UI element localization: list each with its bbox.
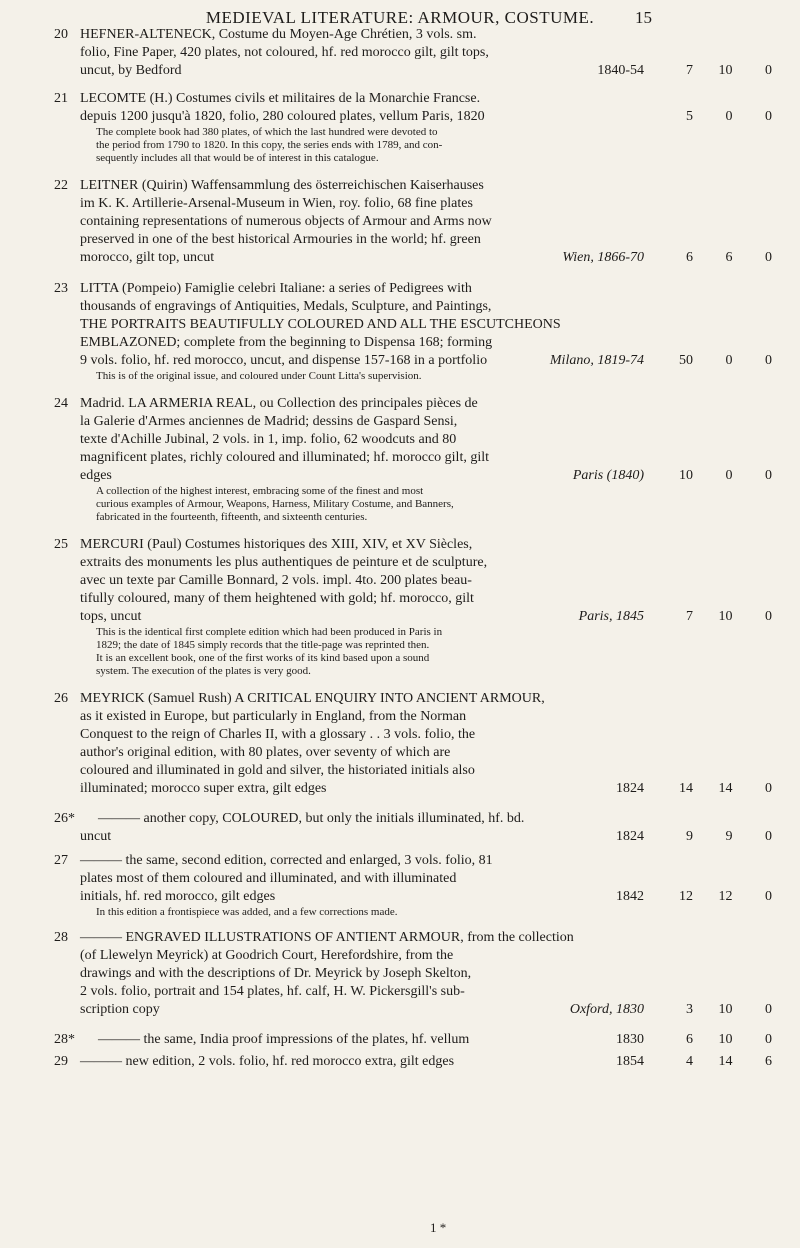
- price-shillings: 10: [718, 1032, 733, 1047]
- entry-price: [677, 780, 772, 798]
- entry-price: [677, 62, 772, 80]
- entry-line: [0, 744, 800, 762]
- entry-line: [0, 1053, 800, 1071]
- price-pounds: 50: [679, 353, 693, 368]
- price-shillings: 6: [725, 250, 733, 265]
- price-shillings: 10: [718, 609, 733, 624]
- entry-line: [0, 947, 800, 965]
- entry-text: depuis 1200 jusqu'à 1820, folio, 280 coloured plates, vellum Paris, 1820: [80, 109, 485, 124]
- entry-price: [677, 1001, 772, 1019]
- price-pence: 0: [765, 250, 772, 265]
- price-shillings: 0: [725, 109, 733, 124]
- entry-number: 26: [54, 691, 68, 706]
- entry-date: Milano, 1819-74: [549, 353, 644, 368]
- entry-number: 25: [54, 537, 68, 552]
- price-pounds: 6: [686, 1032, 693, 1047]
- entry-number: 27: [54, 853, 68, 868]
- entry-number: 26*: [54, 811, 75, 826]
- entry-number: 20: [54, 27, 68, 42]
- entry-note: system. The execution of the plates is very good.: [96, 665, 311, 677]
- entry-number: 23: [54, 281, 68, 296]
- entry-date: 1854: [616, 1054, 644, 1069]
- entry-line: [0, 870, 800, 888]
- entry-number: 28*: [54, 1032, 75, 1047]
- catalogue-entries: [0, 26, 800, 1075]
- entry-price: [677, 888, 772, 906]
- entry-line: [0, 213, 800, 231]
- entry-text: avec un texte par Camille Bonnard, 2 vols. impl. 4to. 200 plates beau-: [80, 573, 472, 588]
- entry-note: The complete book had 380 plates, of which the last hundred were devoted to: [96, 126, 438, 138]
- entry-line: [0, 708, 800, 726]
- catalogue-entry: [0, 280, 800, 383]
- price-pence: 0: [765, 1002, 772, 1017]
- entry-note: the period from 1790 to 1820. In this copy, the series ends with 1789, and con-: [96, 139, 443, 151]
- entry-line: [0, 108, 800, 126]
- entry-text: ——— the same, second edition, corrected and enlarged, 3 vols. folio, 81: [80, 853, 493, 868]
- catalogue-entry: [0, 90, 800, 165]
- entry-text: HEFNER-ALTENECK, Costume du Moyen-Age Chrétien, 3 vols. sm.: [80, 27, 477, 42]
- price-pounds: 12: [679, 889, 693, 904]
- entry-text: LECOMTE (H.) Costumes civils et militaires de la Monarchie Francse.: [80, 91, 481, 106]
- entry-text: scription copy: [80, 1002, 160, 1017]
- entry-line: [0, 431, 800, 449]
- price-pence: 0: [765, 1032, 772, 1047]
- entry-text: magnificent plates, richly coloured and illuminated; hf. morocco gilt, gilt: [80, 450, 490, 465]
- price-pounds: 5: [686, 109, 693, 124]
- entry-number: 29: [54, 1054, 68, 1069]
- entry-line: [0, 762, 800, 780]
- entry-text: tifully coloured, many of them heightened with gold; hf. morocco, gilt: [80, 591, 474, 606]
- entry-line: [0, 334, 800, 352]
- catalogue-entry: [0, 852, 800, 919]
- entry-line: [0, 590, 800, 608]
- entry-text: edges: [80, 468, 112, 483]
- entry-number: 24: [54, 396, 68, 411]
- entry-text: uncut, by Bedford: [80, 63, 182, 78]
- entry-line: [0, 852, 800, 870]
- catalogue-entry: [0, 26, 800, 80]
- catalogue-entry: [0, 1031, 800, 1049]
- price-shillings: 0: [725, 468, 733, 483]
- price-pounds: 7: [686, 63, 693, 78]
- entry-line: [0, 449, 800, 467]
- entry-date: 1840-54: [597, 63, 644, 78]
- page-number: 15: [635, 8, 652, 27]
- entry-text: THE PORTRAITS BEAUTIFULLY COLOURED AND ALL THE ESCUTCHEONS: [80, 317, 561, 332]
- entry-line: [0, 395, 800, 413]
- price-shillings: 10: [718, 63, 733, 78]
- entry-note: fabricated in the fourteenth, fifteenth, and sixteenth centuries.: [96, 511, 368, 523]
- entry-text: tops, uncut: [80, 609, 142, 624]
- entry-note: This is of the original issue, and coloured under Count Litta's supervision.: [96, 370, 422, 382]
- catalogue-entry: [0, 690, 800, 798]
- entry-text: MERCURI (Paul) Costumes historiques des XIII, XIV, et XV Siècles,: [80, 537, 473, 552]
- entry-date: Paris (1840): [572, 468, 644, 483]
- entry-text: Madrid. LA ARMERIA REAL, ou Collection des principales pièces de: [80, 396, 478, 411]
- catalogue-entry: [0, 810, 800, 846]
- entry-text: ——— ENGRAVED ILLUSTRATIONS OF ANTIENT ARMOUR, from the collection: [80, 930, 574, 945]
- entry-text: EMBLAZONED; complete from the beginning to Dispensa 168; forming: [80, 335, 493, 350]
- price-pence: 0: [765, 829, 772, 844]
- price-pence: 0: [765, 63, 772, 78]
- entry-line: [0, 177, 800, 195]
- entry-date: 1830: [616, 1032, 644, 1047]
- entry-date: 1842: [616, 889, 644, 904]
- entry-price: [677, 1053, 772, 1071]
- entry-text: author's original edition, with 80 plates, over seventy of which are: [80, 745, 451, 760]
- entry-line: [0, 62, 800, 80]
- entry-price: [677, 467, 772, 485]
- entry-text: uncut: [80, 829, 112, 844]
- entry-note: This is the identical first complete edition which had been produced in Paris in: [96, 626, 443, 638]
- price-shillings: 9: [725, 829, 733, 844]
- entry-date: Wien, 1866-70: [562, 250, 644, 265]
- price-pounds: 7: [686, 609, 693, 624]
- entry-line: [0, 195, 800, 213]
- price-pence: 0: [765, 609, 772, 624]
- entry-text: MEYRICK (Samuel Rush) A CRITICAL ENQUIRY INTO ANCIENT ARMOUR,: [80, 691, 545, 706]
- entry-line: [0, 413, 800, 431]
- entry-line: [0, 249, 800, 267]
- price-shillings: 0: [725, 353, 733, 368]
- entry-text: LITTA (Pompeio) Famiglie celebri Italiane: a series of Pedigrees with: [80, 281, 472, 296]
- price-pounds: 3: [686, 1002, 693, 1017]
- entry-text: la Galerie d'Armes anciennes de Madrid; dessins de Gaspard Sensi,: [80, 414, 458, 429]
- price-pence: 0: [765, 781, 772, 796]
- entry-text: containing representations of numerous objects of Armour and Arms now: [80, 214, 492, 229]
- entry-text: 9 vols. folio, hf. red morocco, uncut, and dispense 157-168 in a portfolio: [80, 353, 488, 368]
- price-shillings: 14: [718, 781, 733, 796]
- entry-text: im K. K. Artillerie-Arsenal-Museum in Wien, roy. folio, 68 fine plates: [80, 196, 473, 211]
- entry-date: 1824: [616, 781, 644, 796]
- entry-text: morocco, gilt top, uncut: [80, 250, 215, 265]
- price-pounds: 4: [686, 1054, 693, 1069]
- entry-text: texte d'Achille Jubinal, 2 vols. in 1, imp. folio, 62 woodcuts and 80: [80, 432, 457, 447]
- entry-line: [0, 572, 800, 590]
- price-pounds: 14: [679, 781, 693, 796]
- entry-text: drawings and with the descriptions of Dr. Meyrick by Joseph Skelton,: [80, 966, 472, 981]
- entry-number: 21: [54, 91, 68, 106]
- entry-line: [0, 554, 800, 572]
- price-pounds: 6: [686, 250, 693, 265]
- price-pence: 0: [765, 468, 772, 483]
- entry-line: [0, 1031, 800, 1049]
- entry-text: illuminated; morocco super extra, gilt edges: [80, 781, 327, 796]
- entry-note: In this edition a frontispiece was added, and a few corrections made.: [96, 906, 398, 918]
- entry-text: Conquest to the reign of Charles II, with a glossary . . 3 vols. folio, the: [80, 727, 476, 742]
- entry-line: [0, 726, 800, 744]
- entry-price: [677, 828, 772, 846]
- entry-line: [0, 231, 800, 249]
- entry-price: [677, 352, 772, 370]
- catalogue-entry: [0, 1053, 800, 1071]
- entry-text: (of Llewelyn Meyrick) at Goodrich Court, Herefordshire, from the: [80, 948, 454, 963]
- entry-date: Oxford, 1830: [569, 1002, 644, 1017]
- entry-number: 22: [54, 178, 68, 193]
- entry-line: [0, 352, 800, 370]
- entry-note: curious examples of Armour, Weapons, Harness, Military Costume, and Banners,: [96, 498, 454, 510]
- price-pence: 0: [765, 109, 772, 124]
- entry-line: [0, 280, 800, 298]
- entry-line: [0, 26, 800, 44]
- entry-line: [0, 780, 800, 798]
- price-shillings: 10: [718, 1002, 733, 1017]
- entry-line: [0, 983, 800, 1001]
- entry-number: 28: [54, 930, 68, 945]
- entry-text: thousands of engravings of Antiquities, Medals, Sculpture, and Paintings,: [80, 299, 492, 314]
- entry-line: [0, 536, 800, 554]
- entry-text: ——— the same, India proof impressions of the plates, hf. vellum: [98, 1032, 470, 1047]
- entry-line: [0, 929, 800, 947]
- entry-line: [0, 810, 800, 828]
- price-pence: 0: [765, 889, 772, 904]
- running-title: MEDIEVAL LITERATURE: ARMOUR, COSTUME.: [205, 8, 595, 27]
- entry-text: ——— new edition, 2 vols. folio, hf. red morocco extra, gilt edges: [80, 1054, 455, 1069]
- entry-line: [0, 298, 800, 316]
- catalogue-entry: [0, 536, 800, 678]
- price-pence: 0: [765, 353, 772, 368]
- entry-price: [677, 608, 772, 626]
- signature-mark: 1 *: [430, 1220, 447, 1235]
- entry-line: [0, 467, 800, 485]
- entry-line: [0, 44, 800, 62]
- entry-date: Paris, 1845: [578, 609, 644, 624]
- entry-price: [677, 1031, 772, 1049]
- catalogue-entry: [0, 177, 800, 267]
- entry-text: extraits des monuments les plus authentiques de peinture et de sculpture,: [80, 555, 488, 570]
- entry-note: It is an excellent book, one of the first works of its kind based upon a sound: [96, 652, 430, 664]
- entry-line: [0, 90, 800, 108]
- entry-note: sequently includes all that would be of interest in this catalogue.: [96, 152, 379, 164]
- entry-text: preserved in one of the best historical Armouries in the world; hf. green: [80, 232, 481, 247]
- entry-text: ——— another copy, COLOURED, but only the initials illuminated, hf. bd.: [98, 811, 525, 826]
- entry-line: [0, 608, 800, 626]
- entry-line: [0, 1001, 800, 1019]
- entry-text: as it existed in Europe, but particularly in England, from the Norman: [80, 709, 467, 724]
- entry-date: 1824: [616, 829, 644, 844]
- catalogue-entry: [0, 929, 800, 1019]
- entry-text: plates most of them coloured and illuminated, and with illuminated: [80, 871, 457, 886]
- entry-line: [0, 690, 800, 708]
- entry-line: [0, 316, 800, 334]
- entry-text: coloured and illuminated in gold and silver, the historiated initials also: [80, 763, 475, 778]
- entry-line: [0, 888, 800, 906]
- entry-line: [0, 965, 800, 983]
- entry-note: 1829; the date of 1845 simply records that the title-page was reprinted then.: [96, 639, 430, 651]
- price-shillings: 12: [718, 889, 733, 904]
- price-pounds: 10: [679, 468, 693, 483]
- catalogue-entry: [0, 395, 800, 524]
- entry-note: A collection of the highest interest, embracing some of the finest and most: [96, 485, 424, 497]
- price-shillings: 14: [718, 1054, 733, 1069]
- price-pounds: 9: [686, 829, 693, 844]
- entry-line: [0, 828, 800, 846]
- entry-price: [677, 108, 772, 126]
- entry-text: initials, hf. red morocco, gilt edges: [80, 889, 276, 904]
- price-pence: 6: [765, 1054, 772, 1069]
- entry-text: folio, Fine Paper, 420 plates, not coloured, hf. red morocco gilt, gilt tops,: [80, 45, 489, 60]
- entry-text: 2 vols. folio, portrait and 154 plates, hf. calf, H. W. Pickersgill's sub-: [80, 984, 465, 999]
- entry-text: LEITNER (Quirin) Waffensammlung des österreichischen Kaiserhauses: [80, 178, 484, 193]
- entry-price: [677, 249, 772, 267]
